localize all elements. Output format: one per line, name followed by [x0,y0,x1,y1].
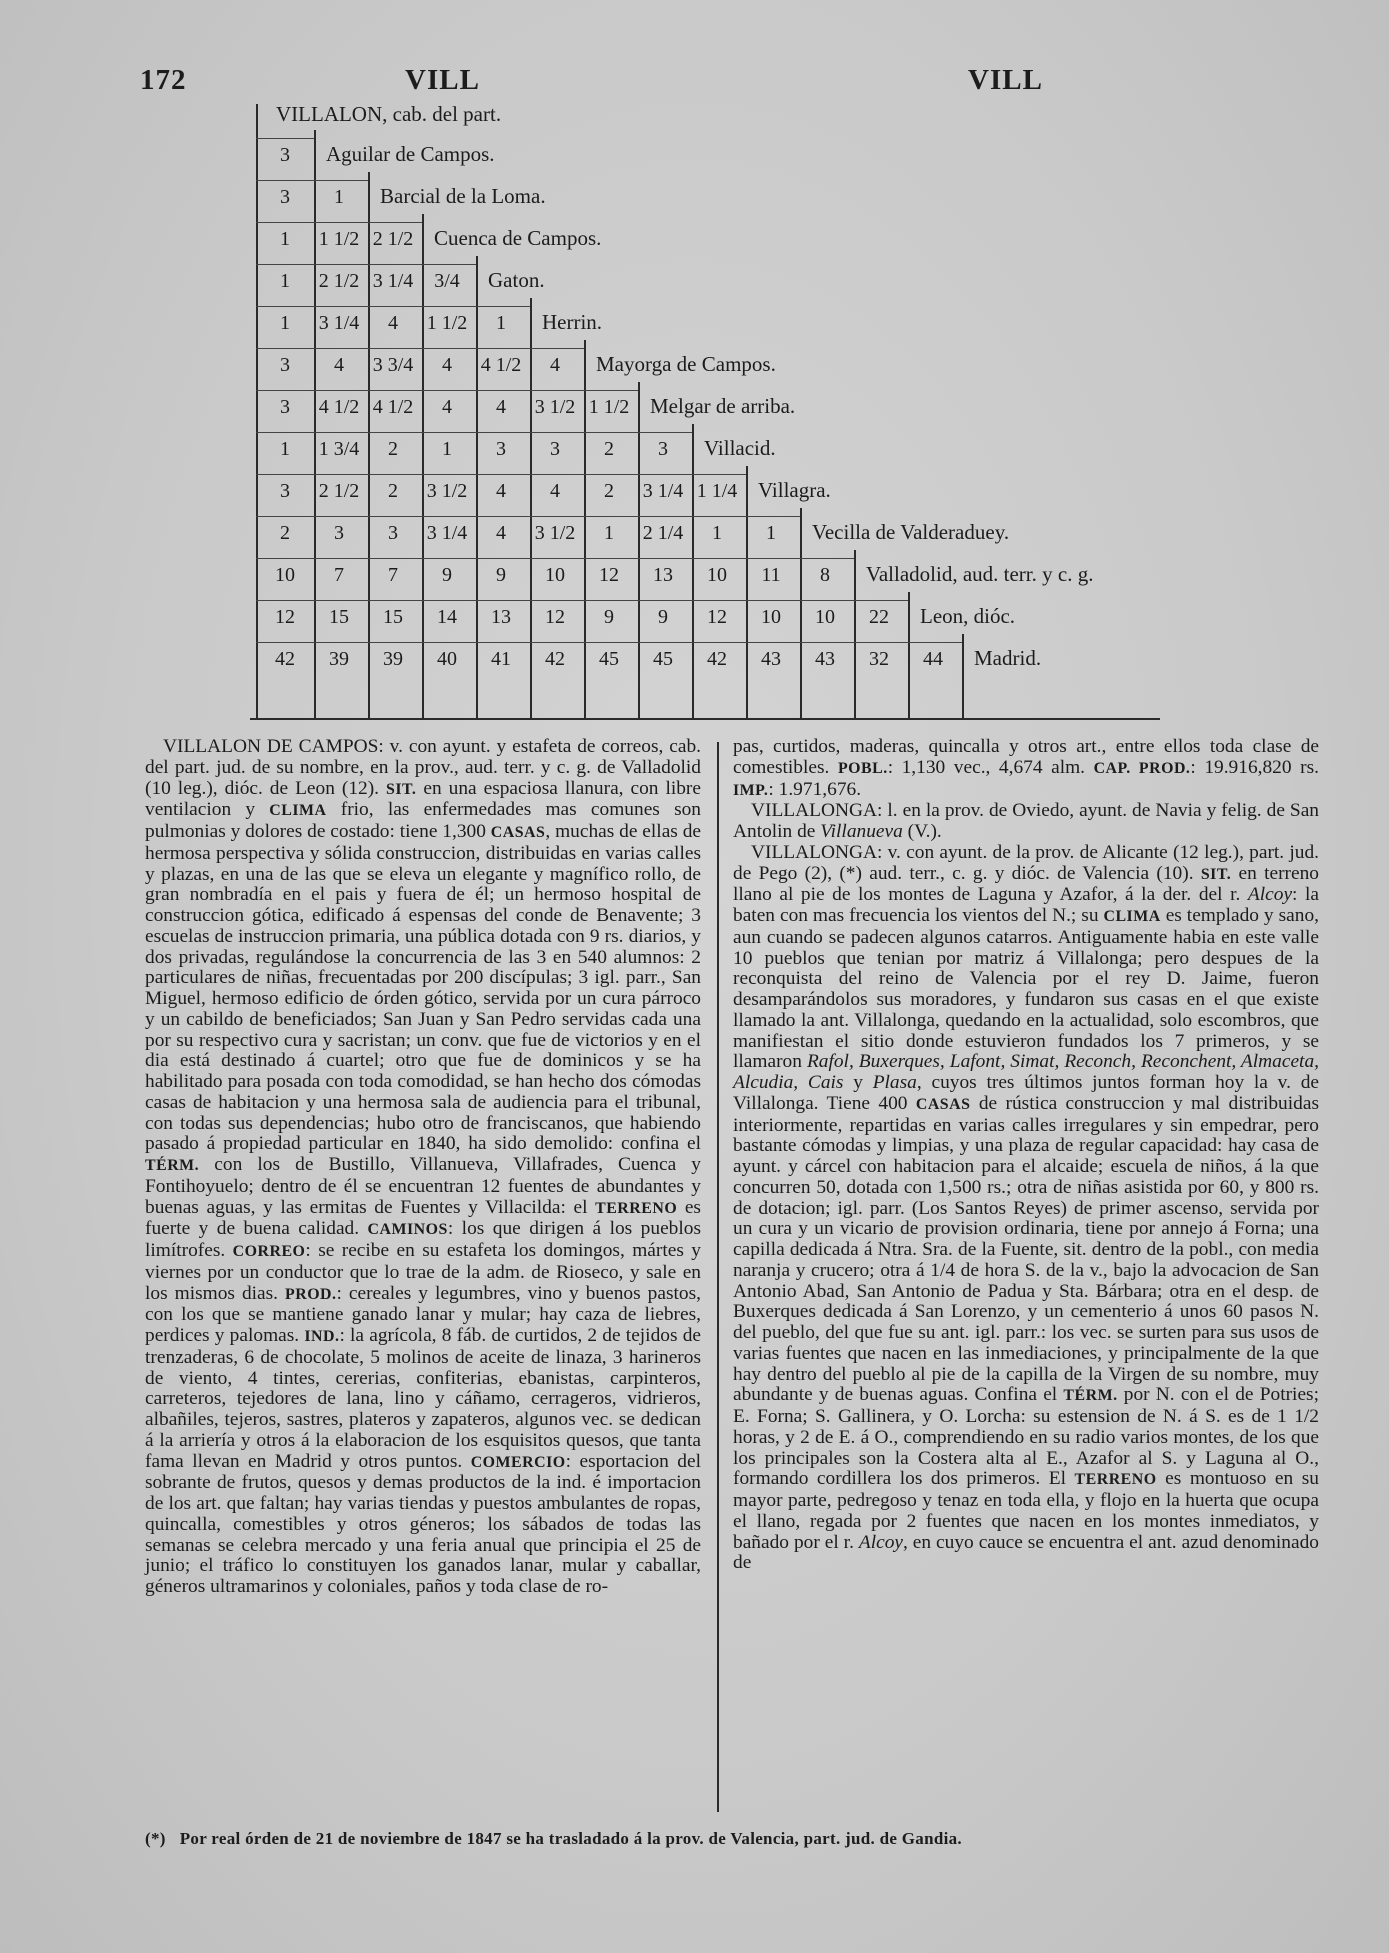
paragraph [733,843,1319,1574]
table-cell: 3 [280,186,290,208]
text-run: es fuerte y de buena calidad. [145,1196,701,1240]
table-cell: 12 [707,606,727,628]
table-cell: 39 [383,648,403,670]
table-cell: 4 [550,354,560,376]
table-cell: 44 [923,648,943,670]
table-cell: 1 [442,438,452,460]
table-cell: 10 [815,606,835,628]
table-cell: 1 [280,228,290,250]
table-place-name: Melgar de arriba. [650,394,796,418]
table-place-name: Barcial de la Loma. [380,184,546,208]
table-row-rule [256,516,802,517]
table-cell: 10 [707,564,727,586]
table-cell: 40 [437,648,457,670]
table-origin: VILLALON, cab. del part. [276,102,502,126]
small-caps-term: CAP. PROD. [1093,759,1191,777]
table-cell: 15 [329,606,349,628]
text-run: : la baten con mas frecuencia los vientos del N.; su [733,884,1319,926]
table-cell: 8 [820,564,830,586]
text-run: : esportacion del sobrante de frutos, quesos y demas productos de la ind. é importacion de los art. que faltan; hay varias tiendas y puestos ambulantes de ropas, quincalla, comestibles y otros géneros; los sábados de todas las semanas se celebra mercado y una feria anual que principia el 25 de junio; el tráfico lo constituyen los ganados lanar, mular y caballar, géneros ultramarinos y coloniales, paños y toda clase de ro- [145,1450,701,1597]
running-head-left: VILL [405,64,480,96]
small-caps-term: SIT. [385,780,417,798]
table-row-rule [256,390,640,391]
paragraph [733,801,1319,843]
table-cell: 1 1/4 [696,480,738,502]
table-cell: 2 [604,480,614,502]
table-place-name: Aguilar de Campos. [326,142,495,166]
table-row [250,430,1170,472]
table-cell: 41 [491,648,511,670]
table-place-name: Valladolid, aud. terr. y c. g. [866,562,1094,586]
table-row-rule [256,642,964,643]
footnote-text: Por real órden de 21 de noviembre de 1847 se ha trasladado á la prov. de Valencia, part. jud. de Gandia. [179,1829,962,1848]
small-caps-term: TERRENO [595,1199,678,1217]
table-place-name: Madrid. [974,646,1042,670]
table-cell: 1 [712,522,722,544]
table-cell: 1 [280,270,290,292]
text-run: : 19.916,820 rs. [1190,756,1319,778]
table-cell: 4 [388,312,398,334]
small-caps-term: IMP. [733,781,769,799]
text-run: frio, las enfermedades mas comunes son pulmonias y dolores de costado: tiene 1,300 [145,799,702,842]
table-cell: 3 [496,438,506,460]
small-caps-term: CASAS [915,1095,971,1113]
table-cell: 13 [653,564,673,586]
table-cell: 3 [280,354,290,376]
small-caps-term: SIT. [1200,865,1232,883]
text-run: : los que dirigen á los pueblos limítrofes. [145,1218,701,1261]
table-row-rule [256,180,370,181]
small-caps-term: CLIMA [269,802,327,820]
table-row-rule [256,348,586,349]
small-caps-term: CASAS [490,824,546,841]
table-cell: 9 [442,564,452,586]
table-cell: 4 1/2 [318,396,360,418]
small-caps-term: COMERCIO [470,1453,566,1471]
table-cell: 10 [761,606,781,628]
table-place-name: Mayorga de Campos. [596,352,776,376]
table-cell: 1 [280,438,290,460]
table-row [250,514,1170,556]
table-cell: 3 [334,522,344,544]
table-cell: 11 [761,564,781,586]
text-run: VILLALONGA: l. en la prov. de Oviedo, ayunt. de Navia y felig. de San Antolin de [733,800,1319,842]
table-cell: 3 1/4 [642,480,684,502]
table-row [250,136,1170,178]
table-cell: 42 [275,648,295,670]
text-run: VILLALON DE CAMPOS: v. con ayunt. y estafeta de correos, cab. del part. jud. de su nombre, en la prov., aud. terr. y c. g. de Valladolid (10 leg.), dióc. de Leon (12). [145,736,701,799]
table-row-rule [256,306,532,307]
table-cell: 9 [604,606,614,628]
table-cell: 1 [766,522,776,544]
paragraph [145,737,701,1598]
table-cell: 3 [658,438,668,460]
text-run: : la agrícola, 8 fáb. de curtidos, 2 de tejidos de trenzaderas, 6 de chocolate, 5 molinos de aceite de linaza, 3 harineros de viento, 4 tintes, cererias, confiterias, ebanistas, carpinteros, carreteros, tejedores de lana, lino y cáñamo, cerrageros, vidrieros, albañiles, tejeros, sastres, plateros y zapateros, algunos vec. se dedican á la arriería y otros á la elaboracion de los esquisitos quesos, que tanta fama llevan en Madrid y otros puntos. [145,1325,702,1472]
table-row [250,556,1170,598]
table-cell: 4 [334,354,344,376]
footnote [145,1829,1325,1849]
table-cell: 2 [388,480,398,502]
text-run: : 1.971,676. [768,778,862,800]
table-place-name: Cuenca de Campos. [434,226,602,250]
text-run: , en cuyo cauce se encuentra el ant. azud denominado de [733,1531,1320,1574]
table-cell: 3 [388,522,398,544]
table-cell: 1 1/2 [588,396,630,418]
table-cell: 3 [280,396,290,418]
table-cell: 1 3/4 [318,438,360,460]
table-cell: 12 [275,606,295,628]
table-row-rule [256,264,478,265]
text-run: con los de Bustillo, Villanueva, Villafrades, Cuenca y Fontihoyuelo; dentro de él se encuentran 12 fuentes de abundantes y buenas aguas, y las ermitas de Fuentes y Villacilda: el [145,1154,701,1218]
text-run: por N. con el de Potries; E. Forna; S. Gallinera, y O. Lorcha: su estension de N. á S. es de 1 1/2 horas, y 2 de E. á O., comprendiendo en su radio varios montes, de los que los principales son la Costera alta al E., Azafor al S. y Laguna al O., formando cordillera los dos primeros. El [733,1384,1319,1490]
text-run: , muchas de ellas de hermosa perspectiva y sólida construccion, distribuidas en varias calles y plazas, en una de las que se eleva un elegante y magnífico rollo, de gran nombradía en el pais y fuera de él; un hermoso hospital de construccion gótica, edificado á espensas del conde de Benavente; 3 escuelas de instruccion primaria, una pública dotada con 9 rs. diarios, y dos privadas, regulándose la concurrencia de las 3 en 540 alumnos: 2 particulares de niñas, frecuentadas por 200 discípulas; 3 igl. parr., San Miguel, hermoso edificio de órden gótico, servida por un cura párroco y un cabildo de beneficiados; San Juan y San Pedro servidas cada una por su respectivo cura y sacristan; un conv. que fue de victorios y en el dia está destinado á cuartel; otro que fue de dominicos y se ha habilitado para posada con toda comodidad, se han hecho dos cómodas casas de habitacion y una hermosa sala de audiencia para el tribunal, con todas sus dependencias; hubo otro de franciscanos, que habiendo pasado á propiedad particular en 1840, ha sido demolido: confina el [145,821,701,1155]
table-row [250,472,1170,514]
table-cell: 4 [442,354,452,376]
table-cell: 7 [388,564,398,586]
table-cell: 10 [275,564,295,586]
table-cell: 3 1/4 [426,522,468,544]
table-cell: 1 [604,522,614,544]
table-cell: 4 1/2 [480,354,522,376]
running-head-right: VILL [968,64,1043,96]
table-cell: 2 1/2 [318,270,360,292]
table-cell: 3 1/2 [534,396,576,418]
table-row-rule [256,222,424,223]
italic-name: Villanueva [820,821,903,842]
table-row-rule [256,474,748,475]
table-cell: 2 1/2 [372,228,414,250]
table-cell: 1 [496,312,506,334]
table-cell: 4 [496,522,506,544]
table-row-rule [256,432,694,433]
table-cell: 15 [383,606,403,628]
table-row [250,388,1170,430]
table-cell: 22 [869,606,889,628]
table-cell: 1 1/2 [426,312,468,334]
table-cell: 1 1/2 [318,228,360,250]
table-row [250,220,1170,262]
table-cell: 3 [280,480,290,502]
distance-table [250,100,1170,720]
table-cell: 3 [280,144,290,166]
table-cell: 45 [653,648,673,670]
small-caps-term: IND. [304,1328,340,1345]
italic-name: Alcoy [858,1531,904,1553]
table-place-name: Villacid. [704,436,776,460]
small-caps-term: PROD. [285,1285,337,1303]
table-cell: 32 [869,648,889,670]
small-caps-term: TÉRM. [1063,1387,1118,1405]
small-caps-term: CLIMA [1103,908,1161,925]
small-caps-term: TERRENO [1074,1471,1157,1489]
table-cell: 43 [815,648,835,670]
table-cell: 4 [550,480,560,502]
small-caps-term: CAMINOS [367,1221,448,1239]
table-cell: 2 [280,522,290,544]
text-run: es templado y sano, aun cuando se padecen algunos catarros. Antiguamente habia en este valle 10 pueblos que tenian por matriz á Villalonga; pero despues de la reconquista del reino de Valencia por el rey D. Jaime, fueron desamparándolos sus moradores, y fundaron sus casas en el que existe llamado la ant. Villalonga, quedando en la actualidad, solo escombros, que manifiestan el sitio donde estuvieron fundados los 7 primeros, y se llamaron [733,905,1319,1073]
table-row-rule [256,138,316,139]
text-run: (V.). [902,821,942,842]
table-row [250,178,1170,220]
text-run: y [843,1072,873,1093]
text-run: : cereales y legumbres, vino y buenos pastos, con los que se mantiene ganado lanar y mular; hay caza de liebres, perdices y palomas. [145,1282,701,1346]
table-row [250,304,1170,346]
table-cell: 13 [491,606,511,628]
table-column-rule [962,634,964,718]
table-cell: 4 [442,396,452,418]
table-cell: 12 [545,606,565,628]
table-cell: 10 [545,564,565,586]
table-cell: 45 [599,648,619,670]
text-run: : se recibe en su estafeta los domingos, mártes y viernes por un conductor que lo trae de la adm. de Rioseco, y sale en los mismos dias. [145,1240,701,1304]
page-number: 172 [140,64,187,96]
table-place-name: Gaton. [488,268,545,292]
table-cell: 9 [496,564,506,586]
table-place-name: Herrin. [542,310,603,334]
left-text-column [145,737,701,1598]
footnote-mark: (*) [145,1829,166,1848]
table-cell: 4 [496,396,506,418]
table-row [250,346,1170,388]
table-cell: 42 [707,648,727,670]
table-cell: 9 [658,606,668,628]
small-caps-term: CORREO [232,1243,306,1260]
table-cell: 7 [334,564,344,586]
italic-name: Rafol, Buxerques, Lafont, Simat, Reconch, Reconchent, Almaceta, Alcudia, Cais [733,1051,1319,1093]
text-run: es montuoso en su mayor parte, pedregoso y tenaz en toda ella, y flojo en la huerta que ocupa el llano, regada por 2 fuentes que nacen en los montes inmediatos, y bañado por el r. [733,1468,1319,1553]
table-bottom-rule [250,718,1160,720]
table-cell: 3 1/2 [534,522,576,544]
table-cell: 2 [388,438,398,460]
table-cell: 3 3/4 [372,354,414,376]
right-text-column [733,737,1319,1574]
table-place-name: Villagra. [758,478,831,502]
table-cell: 4 [496,480,506,502]
table-cell: 43 [761,648,781,670]
table-cell: 2 1/2 [318,480,360,502]
table-row-rule [256,600,910,601]
table-cell: 4 1/2 [372,396,414,418]
text-run: en una espaciosa llanura, con libre ventilacion y [145,777,701,821]
small-caps-term: TÉRM. [145,1157,200,1174]
paragraph [733,737,1319,801]
table-cell: 39 [329,648,349,670]
table-cell: 3 1/4 [318,312,360,334]
table-place-name: Vecilla de Valderaduey. [812,520,1010,544]
table-row [250,262,1170,304]
table-cell: 3 [550,438,560,460]
italic-name: Plasa [872,1072,917,1093]
table-cell: 42 [545,648,565,670]
small-caps-term: POBL. [837,759,888,777]
text-run: , cuyos tres últimos juntos forman hoy la v. de Villalonga. Tiene 400 [733,1072,1320,1114]
text-run: pas, curtidos, maderas, quincalla y otros art., entre ellos toda clase de comestibles. [733,736,1319,778]
column-divider [717,742,719,1812]
table-cell: 3/4 [434,270,460,292]
text-run: en terreno llano al pie de los montes de Laguna y Azafor, á la der. del r. [733,862,1319,906]
table-cell: 12 [599,564,619,586]
text-run: VILLALONGA: v. con ayunt. de la prov. de Alicante (12 leg.), part. jud. de Pego (2), (*) aud. terr., c. g. y dióc. de Valencia (10). [733,841,1319,884]
italic-name: Alcoy [1247,884,1293,906]
table-cell: 2 1/4 [642,522,684,544]
table-cell: 1 [334,186,344,208]
table-cell: 3 1/4 [372,270,414,292]
table-row [250,640,1170,682]
table-cell: 3 1/2 [426,480,468,502]
text-run: de rústica construccion y mal distribuidas interiormente, repartidas en varias calles irregulares y sin empedrar, pero bastante cómodas y limpias, y una plaza de regular capacidad: hay casa de ayunt. y cárcel con habitacion para el alcaide; escuela de niños, á la que concurren 50, dotada con 1,500 rs.; otra de niñas asistida por 60, y 800 rs. de dotacion; igl. parr. (Los Santos Reyes) de primer ascenso, servida por un cura y un vicario de provision ordinaria, tiene por annejo á Forna; una capilla dedicada á Ntra. Sra. de la Fuente, sit. dentro de la pobl., con media naranja y crucero; otra á 1/4 de hora S. de la v., bajo la advocacion de San Antonio Abad, San Antonio de Padua y Sta. Bárbara; otra en el desp. de Buxerques dedicada á San Lorenzo, y un cementerio á unos 60 pasos N. del pueblo, del que fue su ant. igl. parr.: los vec. se surten para sus usos de varias fuentes que nacen en las inmediaciones, y principalmente de la que hay dentro del pueblo al pie de la capilla de la Virgen de su nombre, muy abundante y de buenas aguas. Confina el [733,1092,1319,1406]
table-cell: 14 [437,606,457,628]
table-cell: 2 [604,438,614,460]
table-cell: 1 [280,312,290,334]
table-place-name: Leon, dióc. [920,604,1016,628]
table-row-rule [256,558,856,559]
text-run: : 1,130 vec., 4,674 alm. [887,756,1094,778]
table-row [250,598,1170,640]
